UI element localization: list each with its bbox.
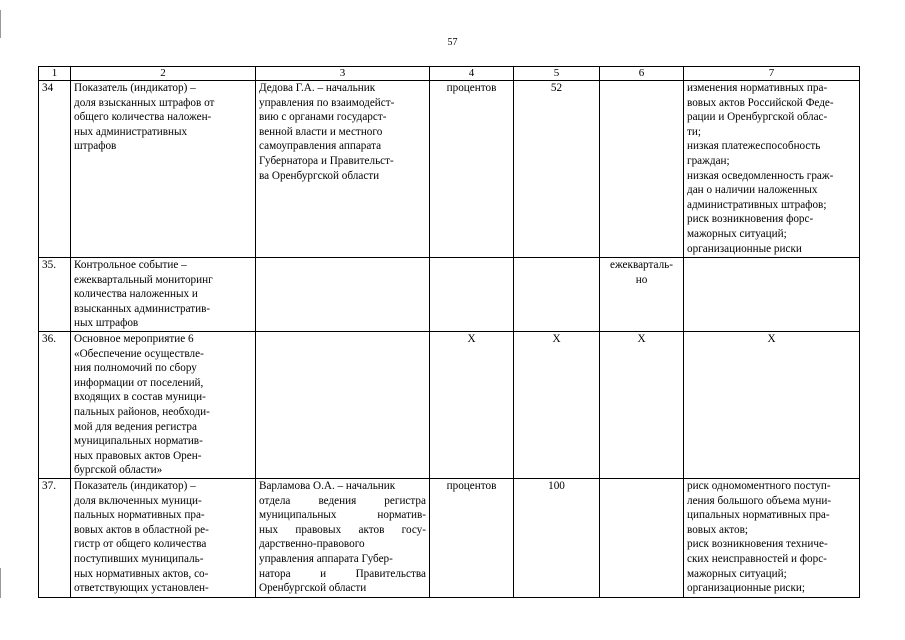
- indicator-name-cell: [71, 332, 256, 479]
- cell-line: поступивших муниципаль-: [74, 552, 204, 565]
- cell-line: самоуправления аппарата: [259, 140, 382, 153]
- scan-edge-mark: [0, 568, 1, 598]
- cell-line: риск одномоментного поступ-: [687, 480, 831, 492]
- responsible-cell: [256, 258, 430, 332]
- column-number-3: 3: [256, 67, 430, 81]
- cell-line: ных административных: [74, 125, 188, 138]
- unit-cell: [430, 258, 514, 332]
- unit-cell: процентов: [430, 479, 514, 598]
- cell-line: вовых актов в областной ре-: [74, 523, 209, 536]
- cell-line: доля включенных муници-: [74, 494, 202, 507]
- responsible-cell: [256, 479, 430, 598]
- cell-line: Варламова О.А. – начальник: [259, 480, 396, 492]
- cell-line: ципальных нормативных пра-: [687, 509, 830, 522]
- cell-line: бургской области»: [74, 464, 163, 477]
- cell-line: рации и Оренбургской облас-: [687, 111, 828, 124]
- cell-line: общего количества наложен-: [74, 111, 212, 124]
- cell-line: натора и Правительства: [259, 567, 426, 580]
- cell-line: доля взысканных штрафов от: [74, 96, 215, 109]
- table-row: [39, 332, 860, 479]
- risks-cell: [684, 479, 860, 598]
- cell-line: граждан;: [687, 154, 730, 167]
- cell-line: муниципальных норматив-: [74, 435, 203, 448]
- cell-line: венной власти и местного: [259, 125, 383, 138]
- cell-line: количества наложенных и: [74, 288, 198, 301]
- column-number-2: 2: [71, 67, 256, 81]
- value-cell: 52: [514, 81, 600, 258]
- period-cell: [600, 81, 684, 258]
- page-number: 57: [447, 37, 458, 48]
- cell-line: муниципальных норматив-: [259, 509, 426, 522]
- column-number-5: 5: [514, 67, 600, 81]
- cell-line: дарственно-правового: [259, 538, 365, 551]
- cell-line: Основное мероприятие 6: [74, 333, 194, 345]
- cell-line: ления большого объема муни-: [687, 494, 832, 507]
- cell-line: входящих в состав муници-: [74, 391, 206, 404]
- indicator-name-cell: [71, 479, 256, 598]
- cell-line: Губернатора и Правительст-: [259, 154, 394, 167]
- table-row: [39, 81, 860, 258]
- cell-line: ных правовых актов Орен-: [74, 449, 202, 462]
- cell-line: ва Оренбургской области: [259, 169, 380, 182]
- cell-line: ных штрафов: [74, 317, 139, 330]
- cell-line: риск возникновения техниче-: [687, 538, 828, 551]
- cell-line: ных нормативных актов, со-: [74, 567, 209, 580]
- cell-line: управления аппарата Губер-: [259, 552, 393, 565]
- cell-line: риск возникновения форс-: [687, 213, 814, 226]
- period-cell: [600, 258, 684, 332]
- value-cell: [514, 258, 600, 332]
- row-number: 36.: [39, 332, 71, 479]
- cell-line: изменения нормативных пра-: [687, 82, 828, 94]
- cell-line: «Обеспечение осуществле-: [74, 347, 204, 360]
- cell-line: управления по взаимодейст-: [259, 96, 395, 109]
- unit-cell: процентов: [430, 81, 514, 258]
- cell-line: мой для ведения регистра: [74, 420, 197, 433]
- row-number: 35.: [39, 258, 71, 332]
- risks-cell: [684, 258, 860, 332]
- risks-cell: [684, 81, 860, 258]
- cell-line: низкая осведомленность граж-: [687, 169, 834, 182]
- table-row: [39, 258, 860, 332]
- cell-line: гистр от общего количества: [74, 538, 207, 551]
- cell-line: низкая платежеспособность: [687, 140, 821, 153]
- value-cell: Х: [514, 332, 600, 479]
- responsible-cell: [256, 332, 430, 479]
- measures-table: [38, 66, 860, 598]
- cell-line: ния полномочий по сбору: [74, 362, 197, 375]
- row-number: 37.: [39, 479, 71, 598]
- row-number: 34: [39, 81, 71, 258]
- cell-line: отдела ведения регистра: [259, 494, 426, 507]
- cell-line: Дедова Г.А. – начальник: [259, 82, 376, 94]
- period-cell: [600, 332, 684, 479]
- table-row: [39, 479, 860, 598]
- cell-line: информации от поселений,: [74, 376, 204, 389]
- cell-line: организационные риски: [687, 242, 802, 255]
- cell-line: вию с органами государст-: [259, 111, 387, 124]
- cell-line: Оренбургской области: [259, 582, 367, 595]
- header-row: [39, 67, 860, 81]
- cell-line: мажорных ситуаций;: [687, 567, 787, 580]
- cell-line: Х: [637, 333, 646, 345]
- cell-line: ных правовых актов госу-: [259, 523, 426, 536]
- cell-line: дан о наличии наложенных: [687, 184, 818, 197]
- cell-line: пальных нормативных пра-: [74, 509, 205, 522]
- cell-line: вовых актов;: [687, 523, 748, 536]
- cell-line: организационные риски;: [687, 582, 805, 595]
- cell-line: вовых актов Российской Феде-: [687, 96, 834, 109]
- cell-line: но: [635, 273, 648, 286]
- value-cell: 100: [514, 479, 600, 598]
- cell-line: Контрольное событие –: [74, 259, 187, 271]
- cell-line: Показатель (индикатор) –: [74, 480, 196, 492]
- cell-line: мажорных ситуаций;: [687, 227, 787, 240]
- indicator-name-cell: [71, 258, 256, 332]
- cell-line: штрафов: [74, 140, 117, 153]
- cell-line: пальных районов, необходи-: [74, 405, 210, 418]
- cell-line: Показатель (индикатор) –: [74, 82, 196, 94]
- cell-line: ских неисправностей и форс-: [687, 552, 827, 565]
- column-number-7: 7: [684, 67, 860, 81]
- responsible-cell: [256, 81, 430, 258]
- cell-line: взысканных административ-: [74, 302, 211, 315]
- column-number-1: 1: [39, 67, 71, 81]
- column-number-4: 4: [430, 67, 514, 81]
- column-number-6: 6: [600, 67, 684, 81]
- cell-line: Х: [767, 333, 776, 345]
- cell-line: ответствующих установлен-: [74, 582, 209, 595]
- indicator-name-cell: [71, 81, 256, 258]
- scan-edge-mark: [0, 10, 1, 38]
- cell-line: ежеквартальный мониторинг: [74, 273, 213, 286]
- risks-cell: [684, 332, 860, 479]
- cell-line: ти;: [687, 125, 701, 138]
- cell-line: административных штрафов;: [687, 198, 827, 211]
- cell-line: ежекварталь-: [610, 259, 673, 271]
- unit-cell: Х: [430, 332, 514, 479]
- period-cell: [600, 479, 684, 598]
